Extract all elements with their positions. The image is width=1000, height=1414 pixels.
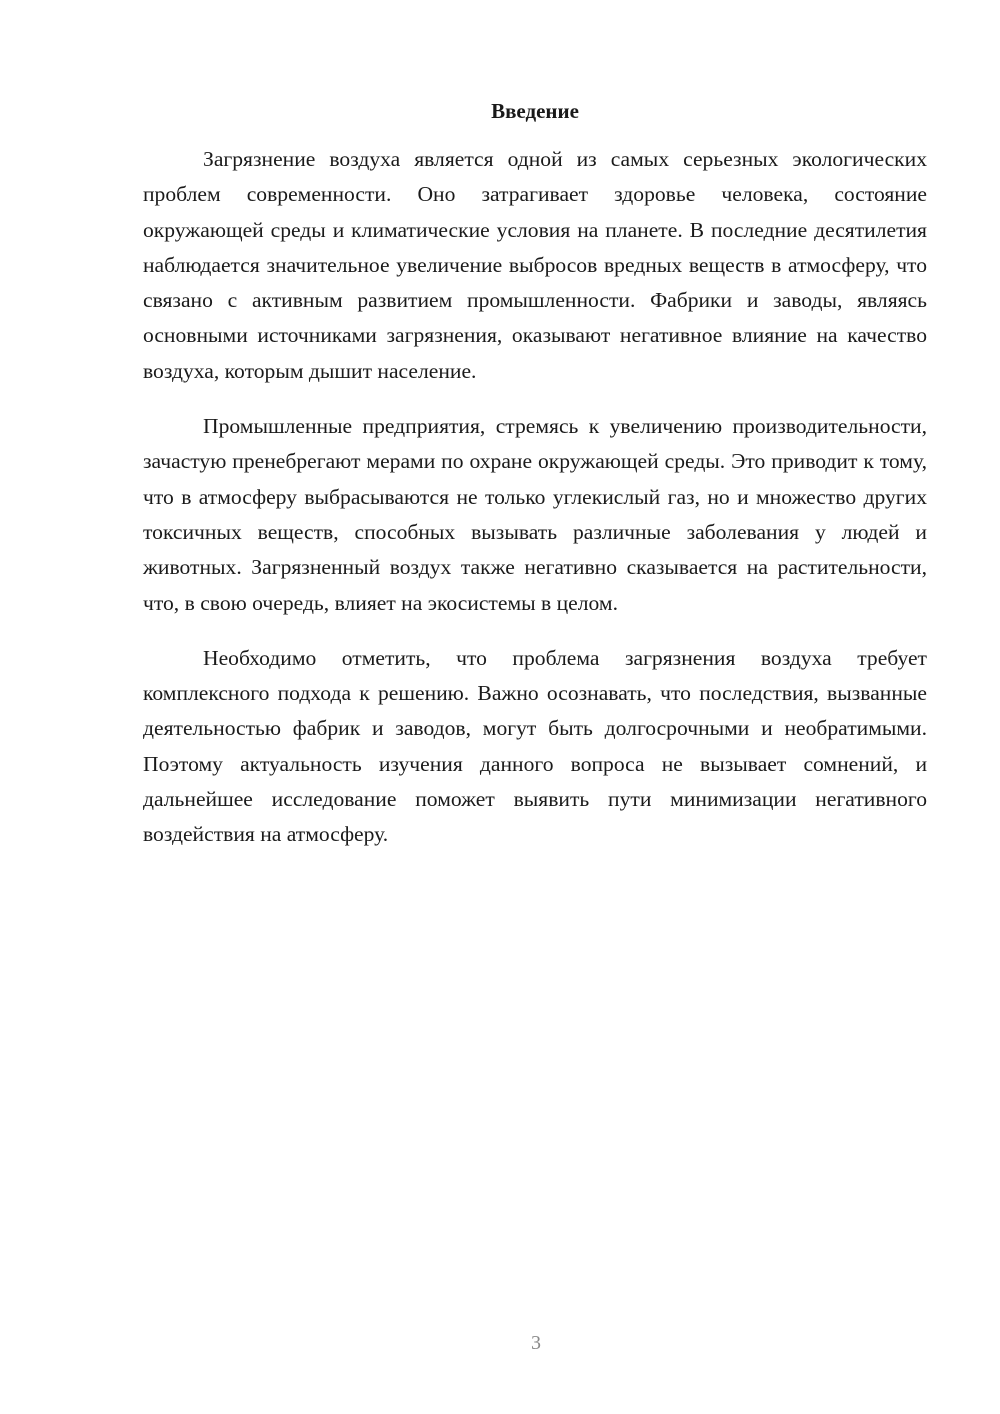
paragraph-1: Загрязнение воздуха является одной из самых серьезных экологических проблем современности. Оно затрагивает здоровье человека, состояние окружающей среды и климатические условия на планете. В последние десятилетия наблюдается значительное увеличение выбросов вредных веществ в атмосферу, что связано с активным развитием промышленности. Фабрики и заводы, являясь основными источниками загрязнения, оказывают негативное влияние на качество воздуха, которым дышит население. bbox=[143, 147, 927, 383]
page-content bbox=[143, 94, 927, 873]
paragraph-2: Промышленные предприятия, стремясь к увеличению производительности, зачастую пренебрегают мерами по охране окружающей среды. Это приводит к тому, что в атмосферу выбрасываются не только углекислый газ, но и множество других токсичных веществ, способных вызывать различные заболевания у людей и животных. Загрязненный воздух также негативно сказывается на растительности, что, в свою очередь, влияет на экосистемы в целом. bbox=[143, 414, 927, 615]
page-number: 3 bbox=[531, 1332, 541, 1354]
section-title: Введение bbox=[491, 99, 579, 123]
paragraph-3: Необходимо отметить, что проблема загрязнения воздуха требует комплексного подхода к решению. Важно осознавать, что последствия, вызванные деятельностью фабрик и заводов, могут быть долгосрочными и необратимыми. Поэтому актуальность изучения данного вопроса не вызывает сомнений, и дальнейшее исследование поможет выявить пути минимизации негативного воздействия на атмосферу. bbox=[143, 645, 927, 847]
